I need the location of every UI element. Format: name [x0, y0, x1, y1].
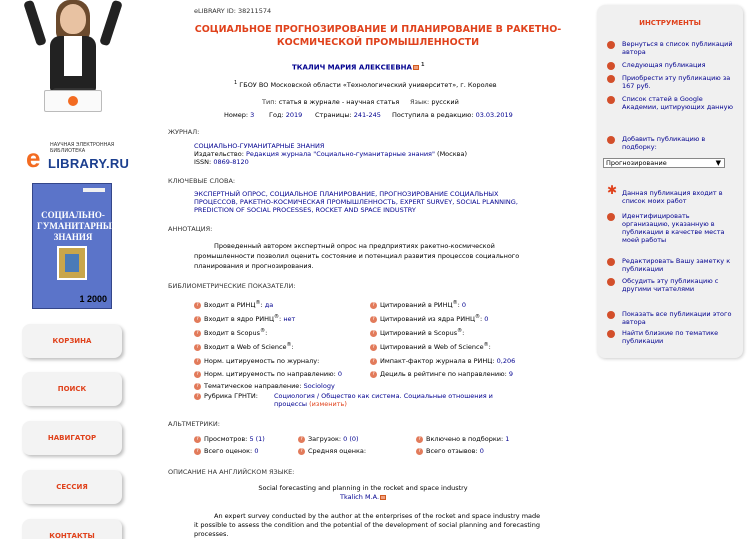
biblio-sep: : [265, 329, 268, 338]
help-icon[interactable]: ? [194, 302, 201, 309]
chevron-down-icon: ▼ [715, 159, 721, 167]
journal-publisher: Издательство: Редакция журнала "Социально-гуманитарные знания" (Москва) [194, 150, 468, 158]
biblio-label: Входит в РИНЦ [204, 301, 256, 310]
tools-panel [597, 5, 743, 358]
biblio-label: Цитирований в РИНЦ [380, 301, 453, 310]
journal-name [194, 142, 324, 150]
collection-select-value: Прогнозирование [606, 159, 667, 167]
help-icon[interactable]: ? [194, 344, 201, 351]
biblio-sep: : [480, 315, 485, 324]
abstract-line2: промышленности позволил оценить состояние и потенциал развития процессов социального [194, 252, 520, 260]
article-received: Поступила в редакцию: 03.03.2019 [392, 111, 513, 119]
biblio-label: Входит в Scopus [204, 329, 261, 338]
help-icon[interactable]: ? [194, 358, 201, 365]
biblio-label: Тематическое направление: [204, 382, 302, 391]
biblio-sep: : [291, 343, 294, 352]
biblio-sep: : [457, 301, 462, 310]
registered-mark: ® [457, 328, 463, 334]
email-icon[interactable] [380, 495, 386, 500]
logo-caption: НАУЧНАЯ ЭЛЕКТРОННАЯ БИБЛИОТЕКА [50, 142, 115, 154]
registered-mark: ® [260, 328, 266, 334]
altmetric-item [416, 435, 509, 443]
arrow-circle-icon [607, 330, 615, 338]
my-works-link[interactable] [607, 183, 735, 205]
arrow-circle-icon [607, 136, 615, 144]
tool-label: Приобрести эту публикацию за 167 руб. [622, 74, 731, 90]
english-abstract-line2: it possible to assess the condition and the potential of the development of social planning and forecasting [194, 521, 540, 529]
biblio-sep: : [279, 315, 284, 324]
help-icon[interactable]: ? [298, 448, 305, 455]
cover-year: 1 2000 [79, 294, 107, 304]
grnti-value-line1 [274, 392, 493, 400]
biblio-value[interactable]: 0 [484, 315, 489, 324]
biblio-label: Входит в ядро РИНЦ [204, 315, 275, 324]
discuss-publication-link[interactable] [607, 277, 735, 293]
help-icon[interactable]: ? [194, 371, 201, 378]
biblio-value[interactable]: нет [283, 315, 296, 324]
asterisk-icon: ✱ [607, 183, 618, 197]
next-publication-link[interactable] [607, 61, 735, 69]
altmetric-item [298, 447, 366, 455]
biblio-row [194, 380, 335, 390]
left-column [0, 0, 160, 539]
registered-mark: ® [475, 314, 481, 320]
biblio-grnti: ? Рубрика ГРНТИ: [194, 392, 258, 400]
biblio-row [194, 327, 267, 337]
tool-label: Найти близкие по тематике публикации [622, 329, 719, 345]
tool-label: Следующая публикация [622, 61, 706, 69]
english-author [168, 493, 558, 501]
biblio-row [370, 299, 466, 309]
biblio-row [370, 341, 491, 351]
tool-label: Редактировать Вашу заметку к публикации [622, 257, 731, 273]
biblio-value[interactable]: 0 [461, 301, 466, 310]
help-icon[interactable]: ? [370, 302, 377, 309]
biblio-label: Норм. цитируемость по журналу: [204, 357, 320, 366]
altmetric-value[interactable]: 5 (1) [249, 435, 265, 443]
help-icon[interactable]: ? [194, 393, 201, 400]
biblio-row [194, 368, 342, 378]
biblio-row [194, 341, 294, 351]
biblio-value[interactable]: Sociology [303, 382, 335, 391]
arrow-circle-icon [607, 213, 615, 221]
biblio-row [370, 355, 515, 365]
biblio-row [370, 368, 513, 378]
grnti-value-line2: процессы (изменить) [274, 400, 347, 408]
biblio-label: Цитирований в Scopus [380, 329, 458, 338]
altmetric-label: Загрузок: [308, 435, 342, 443]
biblio-value[interactable]: 0,206 [496, 357, 516, 366]
altmetric-label: Средняя оценка: [308, 447, 367, 455]
help-icon[interactable]: ? [370, 344, 377, 351]
biblio-row [370, 313, 488, 323]
article-title-line2: КОСМИЧЕСКОЙ ПРОМЫШЛЕННОСТИ [276, 37, 480, 48]
registered-mark: ® [286, 342, 292, 348]
altmetric-value[interactable]: 1 [505, 435, 510, 443]
biblio-label: Входит в Web of Science [204, 343, 287, 352]
abstract-line1: Проведенный автором экспертный опрос на предприятиях ракетно-космической [214, 242, 495, 250]
biblio-label: Цитирований из ядра РИНЦ [380, 315, 476, 324]
biblio-header: БИБЛИОМЕТРИЧЕСКИЕ ПОКАЗАТЕЛИ: [168, 282, 296, 290]
english-title: Social forecasting and planning in the rocket and space industry [258, 484, 468, 492]
tool-label: Данная публикация входит в список моих работ [622, 189, 723, 205]
google-scholar-link[interactable] [607, 95, 735, 111]
elibrary-mascot-image [0, 0, 160, 112]
arrow-circle-icon [607, 96, 615, 104]
article-title-line1: СОЦИАЛЬНОЕ ПРОГНОЗИРОВАНИЕ И ПЛАНИРОВАНИЕ В РАКЕТНО- [194, 24, 562, 35]
nav-contacts-button[interactable]: КОНТАКТЫ [22, 519, 122, 539]
help-icon[interactable]: ? [370, 358, 377, 365]
biblio-sep: : [462, 329, 465, 338]
biblio-sep: : [260, 301, 265, 310]
biblio-row [194, 299, 273, 309]
journal-name-link[interactable]: СОЦИАЛЬНО-ГУМАНИТАРНЫЕ ЗНАНИЯ [194, 142, 325, 150]
biblio-label: Норм. цитируемость по направлению: [204, 370, 336, 379]
altmetric-value[interactable]: 0 [254, 447, 259, 455]
elibrary-id: eLIBRARY ID: 38211574 [194, 7, 272, 15]
altmetric-label: Просмотров: [204, 435, 248, 443]
publisher-link[interactable]: Редакция журнала "Социально-гуманитарные знания" [246, 150, 435, 158]
registered-mark: ® [452, 300, 458, 306]
help-icon[interactable]: ? [416, 448, 423, 455]
cover-title: СОЦИАЛЬНО-ГУМАНИТАРНЫЕ ЗНАНИЯ [37, 210, 118, 242]
logo-e: e [26, 143, 41, 173]
article-language: Язык: русский [410, 98, 459, 106]
help-icon[interactable]: ? [370, 371, 377, 378]
biblio-value[interactable]: 0 [337, 370, 343, 379]
email-icon[interactable] [413, 65, 419, 70]
add-to-collection-link[interactable] [607, 135, 735, 151]
biblio-label: Цитирований в Web of Science [380, 343, 484, 352]
back-to-author-link[interactable] [607, 40, 735, 56]
arrow-circle-icon [607, 62, 615, 70]
english-abstract-line3: processes. [194, 530, 229, 538]
arrow-circle-icon [607, 311, 615, 319]
help-icon[interactable]: ? [298, 436, 305, 443]
author-affiliation-marker: 1 [420, 62, 425, 68]
elibrary-logo[interactable] [26, 140, 136, 173]
biblio-label: Дециль в рейтинге по направлению: [380, 370, 507, 379]
altmetric-label: Включено в подборки: [426, 435, 504, 443]
biblio-label: Импакт-фактор журнала в РИНЦ: [380, 357, 495, 366]
arrow-circle-icon [607, 75, 615, 83]
biblio-value[interactable]: 9 [508, 370, 513, 379]
altmetric-item [194, 447, 258, 455]
grnti-link[interactable]: Социология / Общество как система. Социальные отношения и [274, 392, 493, 400]
registered-mark: ® [274, 314, 280, 320]
tool-label: Показать все публикации этого автора [622, 310, 732, 326]
altmetric-value[interactable]: 0 (0) [343, 435, 359, 443]
help-icon[interactable]: ? [370, 316, 377, 323]
logo-text: LIBRARY.RU [48, 156, 130, 171]
journal-header: ЖУРНАЛ: [168, 128, 200, 136]
arrow-circle-icon [607, 278, 615, 286]
affiliation-text: ГБОУ ВО Московской области «Технологический университет», г. Королев [239, 81, 497, 90]
keywords-line3[interactable]: PREDICTION OF SOCIAL PROCESSES, ROCKET AND SPACE INDUSTRY [194, 206, 416, 214]
affiliation [234, 79, 497, 89]
nav-search-button[interactable]: ПОИСК [22, 372, 122, 406]
tools-title: ИНСТРУМЕНТЫ [639, 19, 701, 27]
altmetric-label: Всего оценок: [204, 447, 253, 455]
arrow-circle-icon [607, 258, 615, 266]
buy-publication-link[interactable] [607, 74, 735, 90]
article-pages: Страницы: 241-245 [315, 111, 381, 119]
find-similar-link[interactable] [607, 329, 735, 345]
edit-note-link[interactable] [607, 257, 735, 273]
altmetric-item [416, 447, 484, 455]
altmetrics-header: АЛЬТМЕТРИКИ: [168, 420, 220, 428]
help-icon[interactable]: ? [194, 448, 201, 455]
altmetric-value[interactable]: 0 [479, 447, 484, 455]
help-icon[interactable]: ? [194, 316, 201, 323]
keywords-line2[interactable]: ПРОЦЕССОВ, РАКЕТНО-КОСМИЧЕСКАЯ ПРОМЫШЛЕННОСТЬ, EXPERT SURVEY, SOCIAL PLANNING, [194, 198, 518, 206]
help-icon[interactable]: ? [416, 436, 423, 443]
english-author-link[interactable]: Tkalich M.A. [339, 493, 380, 501]
help-icon[interactable]: ? [194, 383, 201, 390]
altmetric-item [298, 435, 359, 443]
article-type: Тип: статья в журнале - научная статья [262, 98, 400, 106]
biblio-value[interactable]: да [264, 301, 274, 310]
altmetric-label: Всего отзывов: [426, 447, 478, 455]
registered-mark: ® [255, 300, 261, 306]
tool-label: Идентифицировать организацию, указанную в публикации в качестве места моей работы [622, 212, 725, 244]
help-icon[interactable]: ? [370, 330, 377, 337]
tool-label: Список статей в Google Академии, цитирующих данную [622, 95, 733, 111]
abstract-header: АННОТАЦИЯ: [168, 225, 213, 233]
tool-label: Обсудить эту публикацию с другими читателями [622, 277, 719, 293]
article-number: Номер: 3 [224, 111, 255, 119]
keywords-line1[interactable]: ЭКСПЕРТНЫЙ ОПРОС, СОЦИАЛЬНОЕ ПЛАНИРОВАНИЕ, ПРОГНОЗИРОВАНИЕ СОЦИАЛЬНЫХ [194, 190, 499, 198]
tool-label: Добавить публикацию в подборку: [622, 135, 706, 151]
biblio-row [194, 355, 319, 365]
biblio-row [194, 313, 295, 323]
keywords-header: КЛЮЧЕВЫЕ СЛОВА: [168, 177, 236, 185]
journal-cover-image[interactable] [32, 183, 118, 309]
author-name[interactable]: ТКАЛИЧ МАРИЯ АЛЕКСЕЕВНА [292, 63, 412, 72]
english-abstract-line1: An expert survey conducted by the author at the enterprises of the rocket and space industry made [214, 512, 541, 520]
tool-label: Вернуться в список публикаций автора [622, 40, 733, 56]
altmetric-item [194, 435, 265, 443]
arrow-circle-icon [607, 41, 615, 49]
help-icon[interactable]: ? [194, 330, 201, 337]
grnti-change-link[interactable]: (изменить) [309, 400, 347, 408]
show-author-publications-link[interactable] [607, 310, 735, 326]
nav-navigator-button[interactable]: НАВИГАТОР [22, 421, 122, 455]
journal-issn: ISSN: 0869-8120 [194, 158, 249, 166]
english-header: ОПИСАНИЕ НА АНГЛИЙСКОМ ЯЗЫКЕ: [168, 468, 295, 476]
biblio-sep: : [488, 343, 491, 352]
abstract-line3: планирования и прогнозирования. [194, 262, 314, 270]
identify-organization-link[interactable] [607, 212, 735, 244]
nav-cart-button[interactable]: КОРЗИНА [22, 324, 122, 358]
collection-select[interactable] [603, 158, 725, 168]
nav-session-button[interactable]: СЕССИЯ [22, 470, 122, 504]
article-year: Год: 2019 [269, 111, 303, 119]
registered-mark: ® [483, 342, 489, 348]
affiliation-marker: 1 [234, 80, 238, 86]
help-icon[interactable]: ? [194, 436, 201, 443]
biblio-row [370, 327, 464, 337]
author-line [292, 62, 424, 71]
